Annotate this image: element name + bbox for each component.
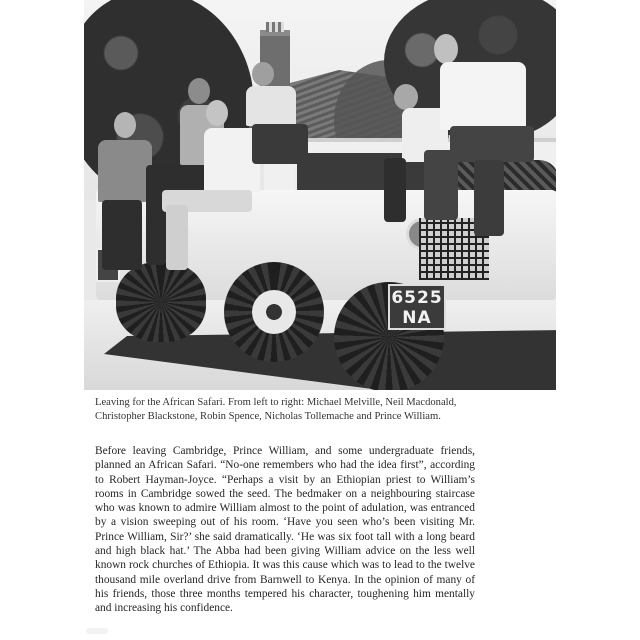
land-rover-wheel-hub [252, 290, 296, 334]
land-rover-rear-wheel [116, 262, 206, 342]
page-mark [86, 628, 108, 634]
license-plate-line2: NA [402, 308, 432, 328]
photo-caption: Leaving for the African Safari. From left to right: Michael Melville, Neil Macdonald, Christopher Blackstone, Robin Spence, Nicholas Tollemache and Prince William. [95, 397, 457, 422]
license-plate-line1: 6525 [391, 288, 443, 308]
license-plate [388, 284, 446, 330]
body-paragraph: Before leaving Cambridge, Prince William, and some undergraduate friends, planned an African Safari. “No-one remembers who had the idea first”, according to Robert Hayman-Joyce. “Perhaps a visit by an Ethiopian priest to William’s rooms in Cambridge sowed the seed. The bedmaker on a neighbouring staircase who was known to admire William almost to the point of adulation, was entranced by a vision sweeping out of his room. ‘Have you seen who’s been visiting Mr. Prince William, Sir?’ she said dramatically. ‘He was six foot tall with a long beard and high black hat.’ The Abba had been giving William advice on the less well known rock churches of Ethiopia. It was this cause which was to lead to the twelve thousand mile overland drive from Barnwell to Kenya. In the opinion of many of his friends, those three months tempered his character, toughening him mentally and increasing his confidence. [95, 445, 475, 615]
safari-photograph [84, 0, 556, 390]
